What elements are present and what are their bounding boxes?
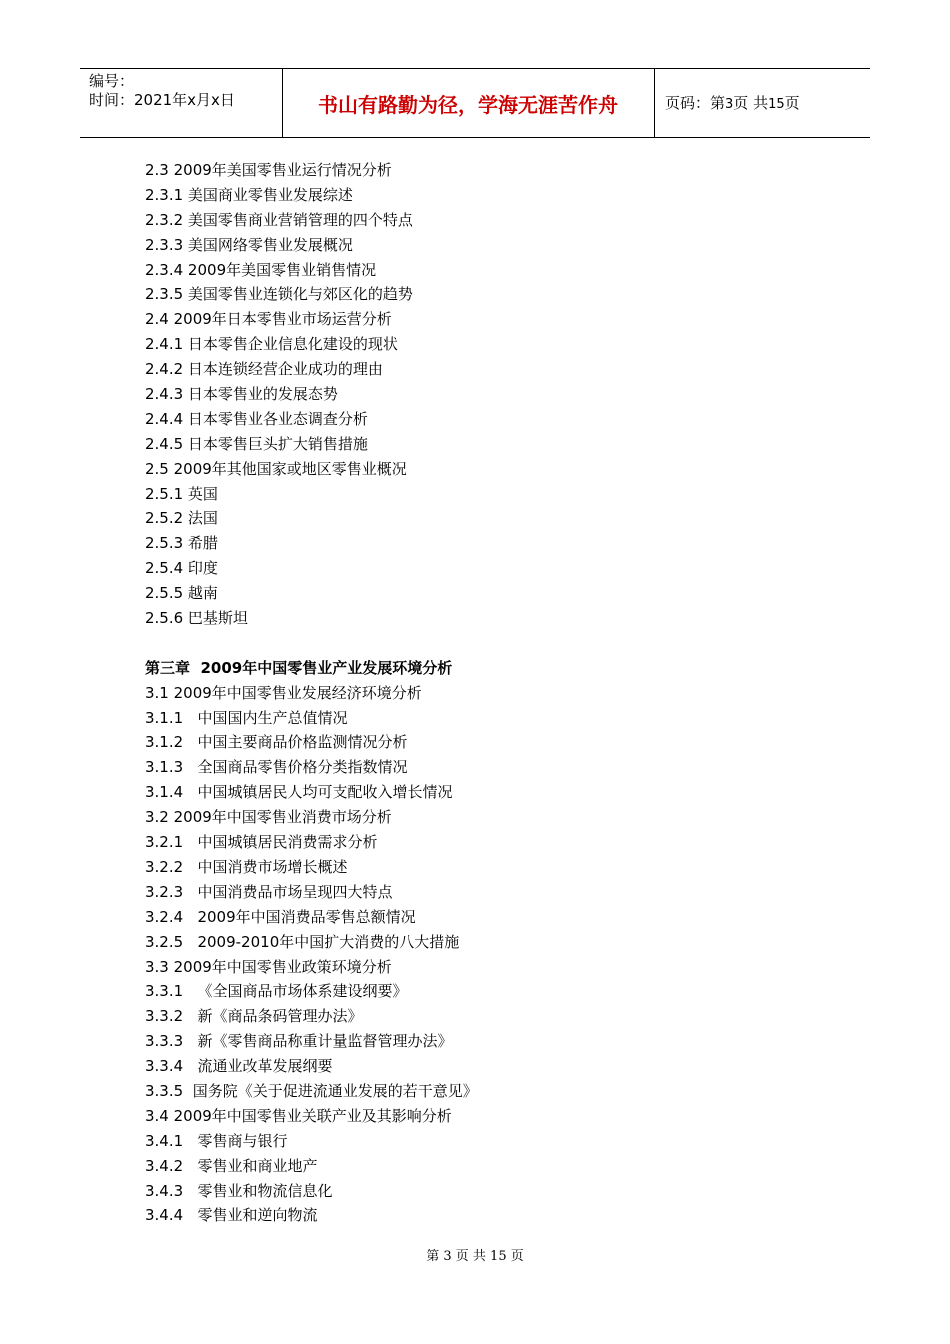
toc-item: 2.3 2009年美国零售业运行情况分析 — [145, 161, 392, 179]
header-page-number — [665, 92, 800, 116]
toc-section-chapter-2 — [145, 158, 478, 631]
toc-item: 3.2 2009年中国零售业消费市场分析 — [145, 808, 392, 827]
page-prefix: 页码：第 — [665, 94, 726, 112]
toc-item: 3.4.2 零售业和商业地产 — [145, 1156, 318, 1175]
toc-item: 2.3.1 美国商业零售业发展综述 — [145, 185, 353, 204]
toc-item: 3.2.2 中国消费市场增长概述 — [145, 857, 348, 876]
toc-item: 3.3.5 国务院《关于促进流通业发展的若干意见》 — [145, 1081, 478, 1100]
toc-item: 2.4.1 日本零售企业信息化建设的现状 — [145, 335, 398, 354]
page-current: 3 — [725, 97, 734, 112]
page-total: 15 — [768, 97, 785, 112]
toc-item: 3.3.3 新《零售商品称重计量监督管理办法》 — [145, 1032, 453, 1051]
toc-item: 3.1.1 中国国内生产总值情况 — [145, 708, 348, 727]
toc-item: 3.2.3 中国消费品市场呈现四大特点 — [145, 882, 393, 901]
toc-item: 3.3 2009年中国零售业政策环境分析 — [145, 957, 392, 976]
document-code-label: 编号： — [89, 72, 135, 90]
toc-item: 3.3.4 流通业改革发展纲要 — [145, 1057, 333, 1076]
header-motto-cell — [282, 69, 655, 137]
toc-item: 3.2.1 中国城镇居民消费需求分析 — [145, 833, 378, 852]
header-motto: 书山有路勤为径，学海无涯苦作舟 — [318, 93, 618, 117]
toc-item: 2.3.3 美国网络零售业发展概况 — [145, 235, 353, 254]
toc-item: 2.3.2 美国零售商业营销管理的四个特点 — [145, 210, 413, 229]
toc-item: 3.2.4 2009年中国消费品零售总额情况 — [145, 907, 416, 926]
toc-item: 3.3.1 《全国商品市场体系建设纲要》 — [145, 982, 408, 1001]
toc-item: 2.3.5 美国零售业连锁化与郊区化的趋势 — [145, 285, 413, 304]
toc-item: 2.5.4 印度 — [145, 559, 218, 578]
toc-section-chapter-3 — [145, 681, 478, 1229]
toc-spacer — [145, 631, 478, 656]
header-meta-cell — [80, 69, 283, 137]
toc-item: 2.4.2 日本连锁经营企业成功的理由 — [145, 360, 383, 379]
page-mid: 页 共 — [733, 94, 769, 112]
toc-item: 2.5.5 越南 — [145, 584, 218, 603]
toc-item: 3.4.4 零售业和逆向物流 — [145, 1206, 318, 1225]
toc-item: 2.5.2 法国 — [145, 509, 218, 528]
toc-item: 3.1.2 中国主要商品价格监测情况分析 — [145, 733, 408, 752]
table-of-contents — [145, 158, 478, 1228]
toc-item: 3.4.1 零售商与银行 — [145, 1131, 288, 1150]
toc-item: 3.4.3 零售业和物流信息化 — [145, 1181, 333, 1200]
header-page-cell — [655, 69, 870, 137]
toc-item: 3.1.3 全国商品零售价格分类指数情况 — [145, 758, 408, 777]
toc-item: 2.3.4 2009年美国零售业销售情况 — [145, 260, 377, 279]
toc-item: 2.5.1 英国 — [145, 484, 218, 503]
toc-item: 2.4 2009年日本零售业市场运营分析 — [145, 310, 392, 329]
toc-item: 3.4 2009年中国零售业关联产业及其影响分析 — [145, 1106, 452, 1125]
toc-item: 3.1 2009年中国零售业发展经济环境分析 — [145, 683, 422, 702]
toc-item: 2.5.6 巴基斯坦 — [145, 609, 248, 628]
page-header — [80, 68, 870, 138]
toc-item: 2.4.4 日本零售业各业态调查分析 — [145, 409, 368, 428]
toc-item: 3.2.5 2009-2010年中国扩大消费的八大措施 — [145, 932, 460, 951]
chapter-3-title: 第三章 2009年中国零售业产业发展环境分析 — [145, 658, 453, 677]
toc-item: 3.3.2 新《商品条码管理办法》 — [145, 1007, 363, 1026]
toc-item: 2.4.3 日本零售业的发展态势 — [145, 385, 338, 404]
document-time-label: 时间：2021年x月x日 — [89, 91, 235, 109]
toc-item: 2.5.3 希腊 — [145, 534, 218, 553]
toc-item: 3.1.4 中国城镇居民人均可支配收入增长情况 — [145, 783, 453, 802]
toc-item: 2.4.5 日本零售巨头扩大销售措施 — [145, 434, 368, 453]
toc-item: 2.5 2009年其他国家或地区零售业概况 — [145, 459, 407, 478]
page-footer: 第 3 页 共 15 页 — [426, 1249, 524, 1264]
page-suffix: 页 — [784, 94, 800, 112]
